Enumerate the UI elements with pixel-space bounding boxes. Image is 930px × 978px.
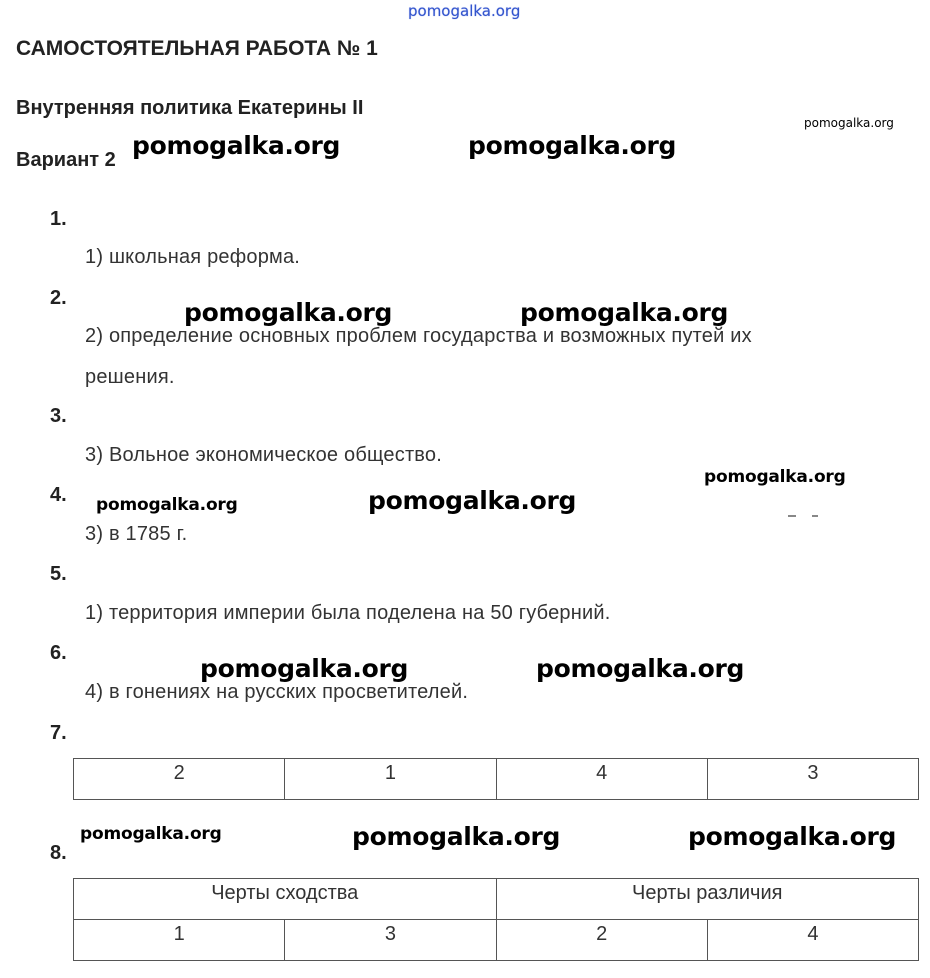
scan-mark: [788, 515, 796, 517]
table-cell: 2: [74, 759, 285, 800]
answer-text: 1) школьная реформа.: [85, 246, 301, 268]
table-header-cell: Черты различия: [496, 879, 919, 920]
watermark: pomogalka.org: [132, 131, 341, 160]
question-number: 8.: [50, 842, 67, 864]
watermark: pomogalka.org: [96, 495, 238, 515]
page-title: САМОСТОЯТЕЛЬНАЯ РАБОТА № 1: [16, 37, 378, 60]
question-number: 3.: [50, 405, 67, 427]
question-number: 5.: [50, 563, 67, 585]
watermark: pomogalka.org: [468, 131, 677, 160]
answer-text: 1) территория империи была поделена на 50 губерний.: [85, 602, 611, 624]
table-cell: 4: [707, 920, 918, 961]
question-number: 1.: [50, 208, 67, 230]
watermark: pomogalka.org: [520, 298, 729, 327]
table-cell: 3: [707, 759, 918, 800]
question-number: 6.: [50, 642, 67, 664]
table-cell: 1: [74, 920, 285, 961]
table-cell: 4: [496, 759, 707, 800]
question-number: 7.: [50, 722, 67, 744]
answer-text: 2) определение основных проблем государства и возможных путей их: [85, 325, 752, 347]
page-subtitle: Внутренняя политика Екатерины II: [16, 97, 364, 119]
watermark: pomogalka.org: [184, 298, 393, 327]
scan-mark: [812, 515, 818, 517]
table-cell: 1: [285, 759, 496, 800]
watermark: pomogalka.org: [352, 822, 561, 851]
answer-table-q8: [73, 878, 919, 961]
answer-text: 3) в 1785 г.: [85, 523, 188, 545]
watermark: pomogalka.org: [80, 824, 222, 844]
watermark: pomogalka.org: [688, 822, 897, 851]
watermark: pomogalka.org: [368, 486, 577, 515]
question-number: 2.: [50, 287, 67, 309]
table-header-cell: Черты сходства: [74, 879, 497, 920]
answer-text: 3) Вольное экономическое общество.: [85, 444, 442, 466]
variant-label: Вариант 2: [16, 149, 116, 171]
watermark: pomogalka.org: [536, 654, 745, 683]
answer-text: 4) в гонениях на русских просветителей.: [85, 681, 469, 703]
answer-text-continued: решения.: [85, 366, 175, 388]
table-cell: 3: [285, 920, 496, 961]
table-cell: 2: [496, 920, 707, 961]
question-number: 4.: [50, 484, 67, 506]
watermark: pomogalka.org: [704, 467, 846, 487]
watermark: pomogalka.org: [200, 654, 409, 683]
watermark-top: pomogalka.org: [408, 2, 521, 20]
answer-table-q7: [73, 758, 919, 800]
watermark-small: pomogalka.org: [804, 116, 894, 130]
